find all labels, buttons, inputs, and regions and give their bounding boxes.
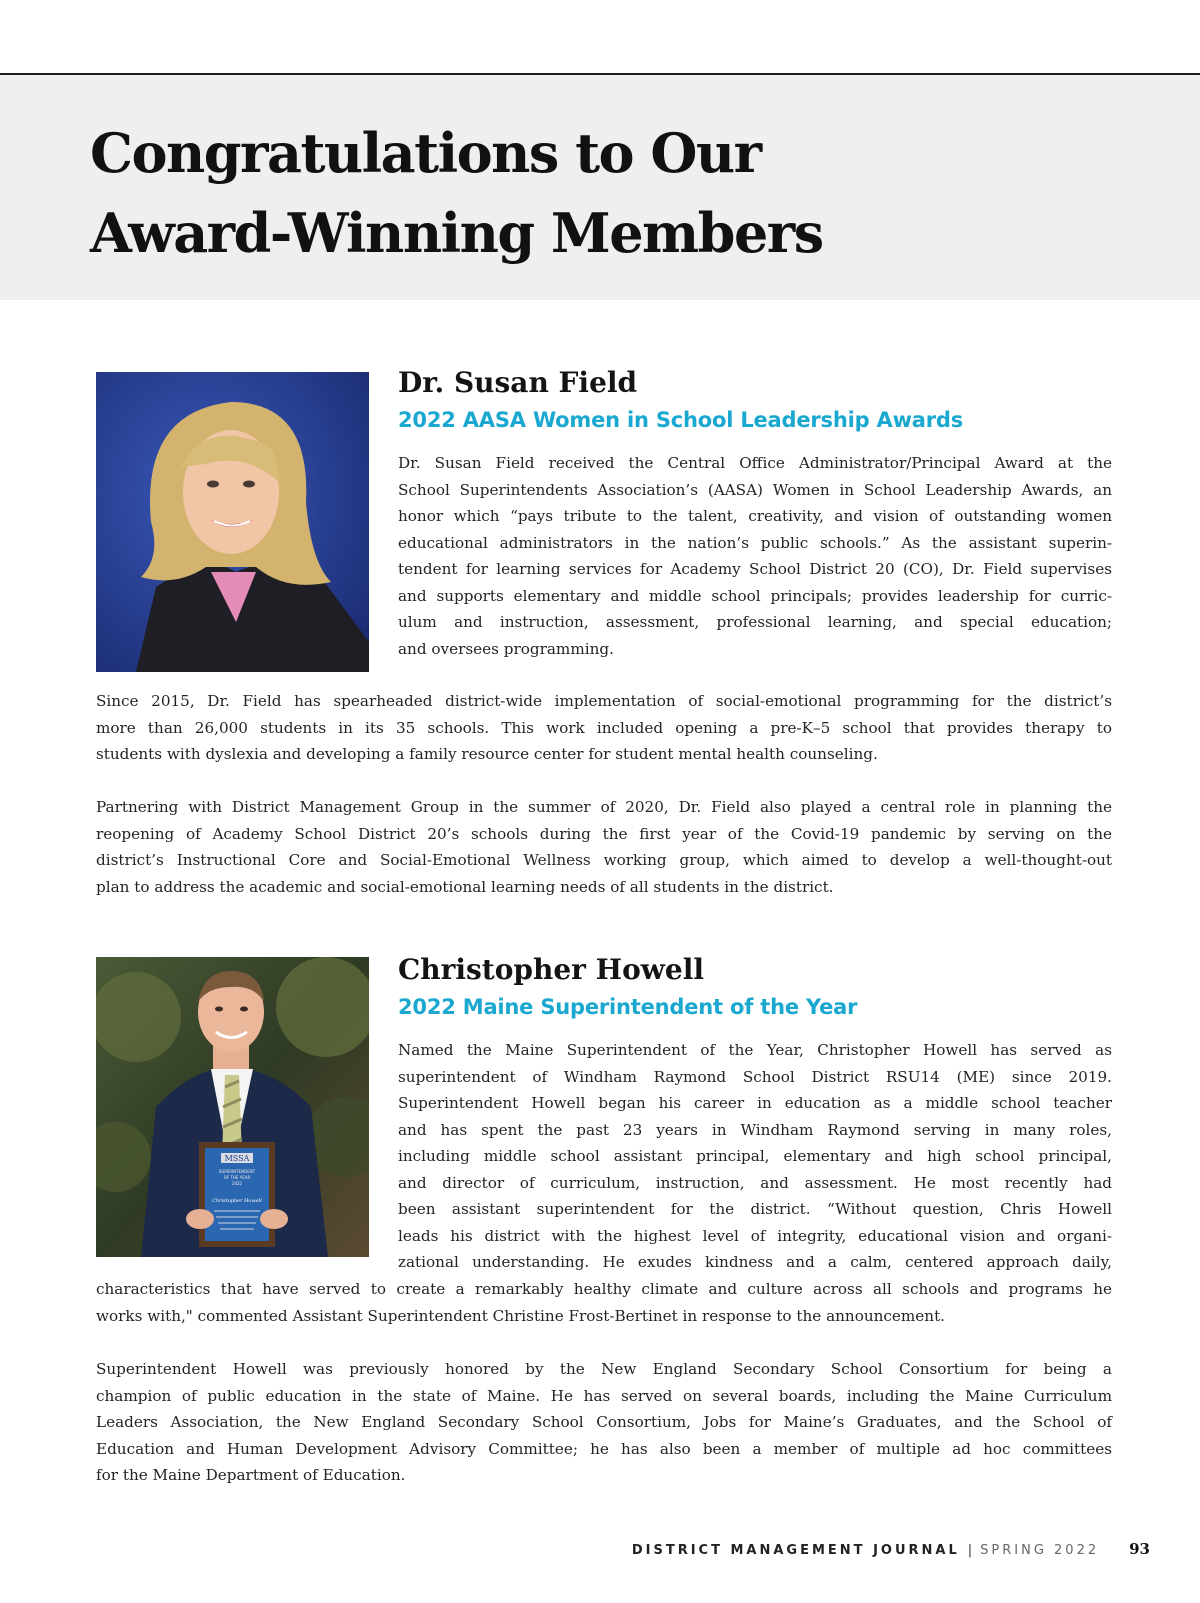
susan-field-portrait-image	[96, 372, 369, 672]
text-line: Named the Maine Superintendent of the Year, Christopher Howell has served as	[398, 1041, 1112, 1059]
page-footer	[632, 1540, 1150, 1558]
plaque-line-1-text: SUPERINTENDENT	[218, 1169, 256, 1174]
plaque-year-text: 2022	[231, 1181, 243, 1186]
text-line: plan to address the academic and social-emotional learning needs of all students in the district.	[96, 877, 834, 896]
page-title-line-2: Award-Winning Members	[90, 201, 823, 265]
text-line: Superintendent Howell began his career in education as a middle school teacher	[398, 1094, 1112, 1112]
text-line: educational administrators in the nation’s public schools.” As the assistant superin-	[398, 533, 1112, 552]
text-line: superintendent of Windham Raymond School District RSU14 (ME) since 2019.	[398, 1067, 1112, 1086]
text-line: and director of curriculum, instruction, and assessment. He most recently had	[398, 1173, 1112, 1192]
christopher-howell-intro-paragraph	[398, 1037, 1112, 1276]
text-line: works with," commented Assistant Superintendent Christine Frost-Bertinet in response to the announcement.	[96, 1306, 946, 1325]
text-line: zational understanding. He exudes kindness and a calm, centered approach daily,	[398, 1253, 1112, 1271]
page-title	[90, 113, 823, 273]
christopher-howell-photo	[96, 957, 369, 1257]
page-number: 93	[1129, 1540, 1150, 1558]
award-title-aasa: 2022 AASA Women in School Leadership Awards	[398, 408, 964, 432]
text-line: Superintendent Howell was previously honored by the New England Secondary School Consortium for being a	[96, 1360, 1112, 1378]
text-line: honor which “pays tribute to the talent, creativity, and vision of outstanding women	[398, 507, 1112, 525]
text-line: ulum and instruction, assessment, professional learning, and special education;	[398, 613, 1112, 631]
text-line: champion of public education in the state of Maine. He has served on several boards, including the Maine Curriculum	[96, 1386, 1112, 1405]
member-name-christopher-howell: Christopher Howell	[398, 953, 704, 986]
text-line: and has spent the past 23 years in Windham Raymond serving in many roles,	[398, 1120, 1112, 1139]
text-line: Dr. Susan Field received the Central Office Administrator/Principal Award at the	[398, 454, 1112, 472]
text-line: been assistant superintendent for the district. “Without question, Chris Howell	[398, 1200, 1112, 1218]
member-name-susan-field: Dr. Susan Field	[398, 366, 638, 399]
plaque-org-text: MSSA	[224, 1154, 250, 1163]
text-line: reopening of Academy School District 20’s schools during the first year of the Covid-19 pandemic by serving on the	[96, 824, 1112, 843]
text-line: Partnering with District Management Group in the summer of 2020, Dr. Field also played a central role in planning the	[96, 798, 1112, 816]
text-line: School Superintendents Association’s (AASA) Women in School Leadership Awards, an	[398, 480, 1112, 499]
text-line: more than 26,000 students in its 35 schools. This work included opening a pre-K–5 school that provides therapy to	[96, 718, 1112, 737]
text-line: Leaders Association, the New England Secondary School Consortium, Jobs for Maine’s Graduates, and the School of	[96, 1413, 1112, 1431]
text-line: tendent for learning services for Academy School District 20 (CO), Dr. Field supervises	[398, 560, 1112, 578]
text-line: Since 2015, Dr. Field has spearheaded district-wide implementation of social-emotional programming for the district’s	[96, 692, 1112, 710]
susan-field-photo	[96, 372, 369, 672]
christopher-howell-intro-continuation	[96, 1276, 1112, 1329]
susan-field-intro-paragraph	[398, 450, 1112, 662]
text-line: and oversees programming.	[398, 639, 614, 658]
footer-separator: |	[967, 1543, 973, 1558]
journal-name: DISTRICT MANAGEMENT JOURNAL	[631, 1543, 960, 1558]
susan-field-programming-paragraph	[96, 688, 1112, 768]
text-line: and supports elementary and middle school principals; provides leadership for curric-	[398, 586, 1112, 605]
susan-field-covid-paragraph	[96, 794, 1112, 900]
title-banner	[0, 75, 1200, 300]
text-line: Education and Human Development Advisory Committee; he has also been a member of multiple ad hoc committees	[96, 1439, 1112, 1458]
plaque-line-2-text: OF THE YEAR	[223, 1175, 251, 1180]
plaque-recipient-text: Christopher Howell	[212, 1198, 262, 1204]
award-title-maine-superintendent: 2022 Maine Superintendent of the Year	[398, 995, 858, 1019]
christopher-howell-portrait-image	[96, 957, 369, 1257]
text-line: including middle school assistant principal, elementary and high school principal,	[398, 1147, 1112, 1165]
text-line: for the Maine Department of Education.	[96, 1466, 406, 1484]
text-line: leads his district with the highest level of integrity, educational vision and organi-	[398, 1226, 1112, 1245]
issue-label: SPRING 2022	[980, 1543, 1100, 1558]
christopher-howell-honors-paragraph	[96, 1356, 1112, 1489]
page-title-line-1: Congratulations to Our	[90, 121, 761, 185]
text-line: characteristics that have served to create a remarkably healthy climate and culture across all schools and programs he	[96, 1280, 1112, 1298]
text-line: students with dyslexia and developing a family resource center for student mental health counseling.	[96, 745, 878, 763]
text-line: district’s Instructional Core and Social-Emotional Wellness working group, which aimed to develop a well-thought-out	[96, 851, 1112, 869]
